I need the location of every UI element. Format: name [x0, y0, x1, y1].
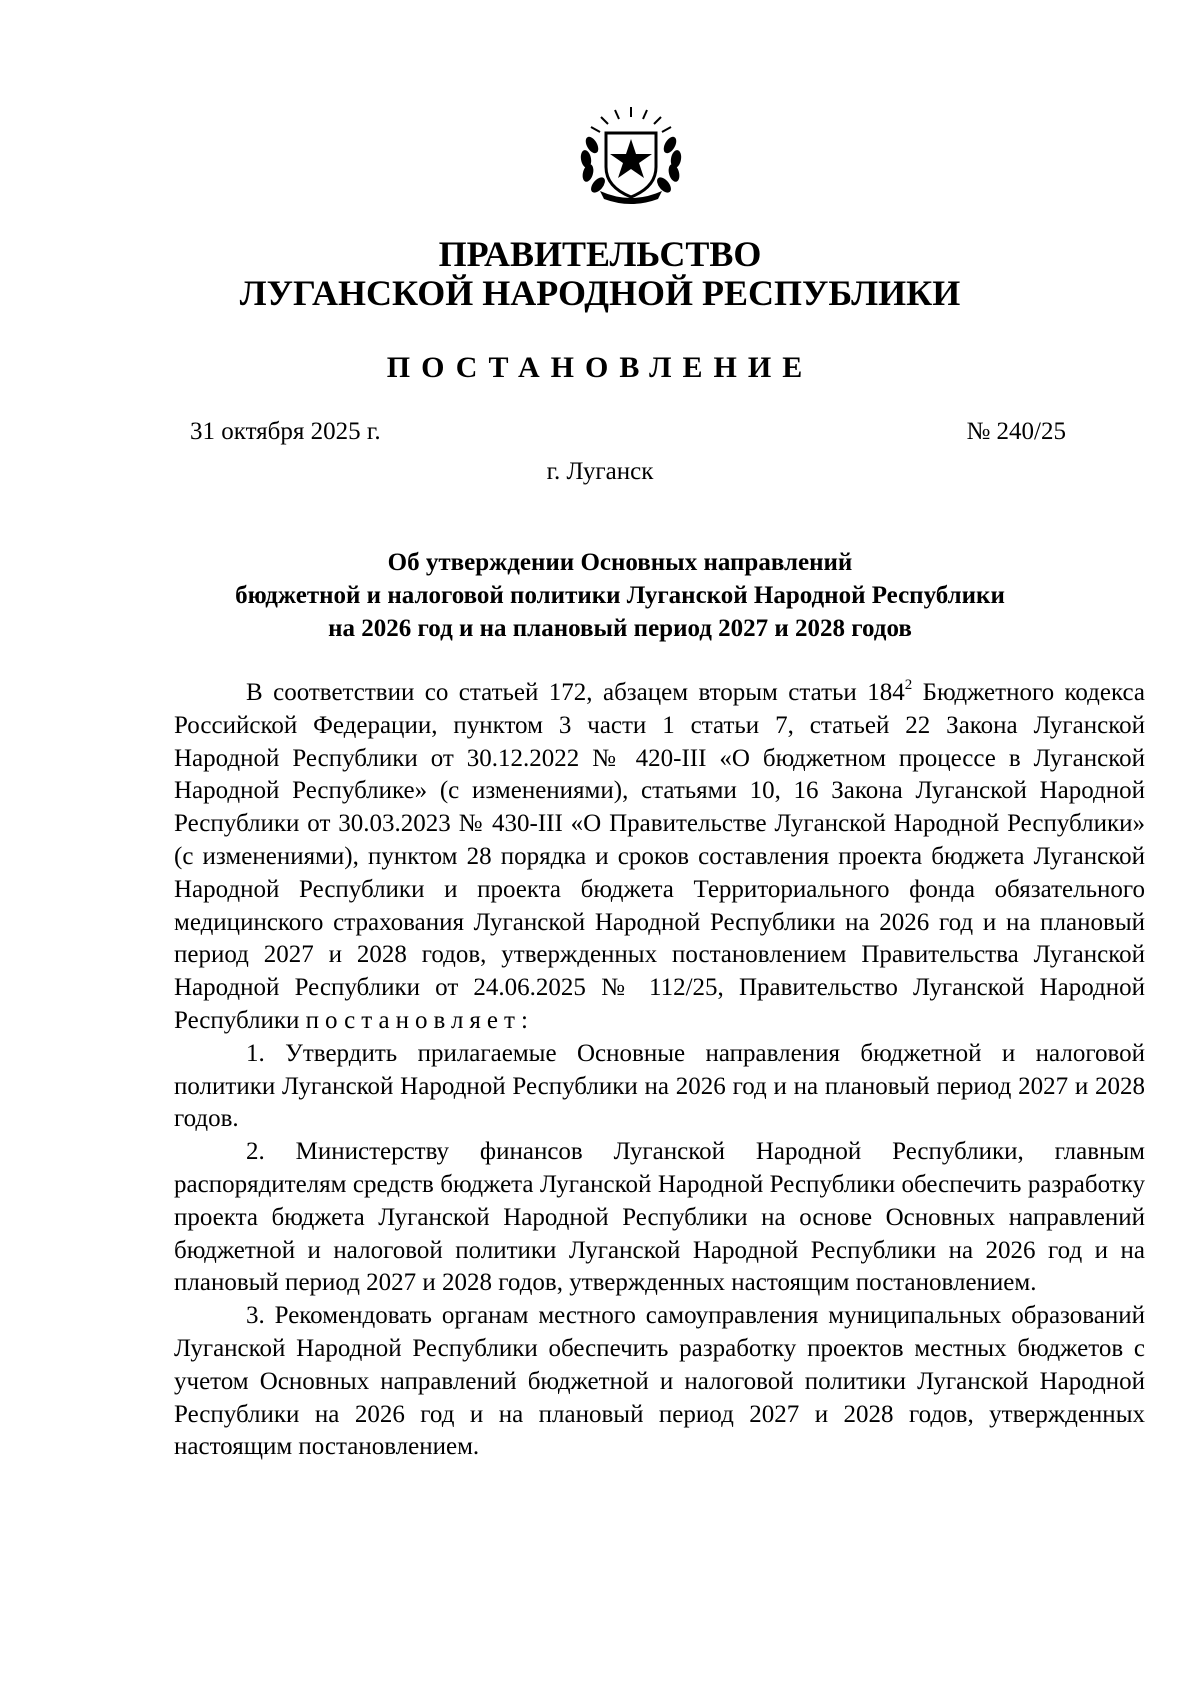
document-title: [170, 546, 1070, 645]
document-body: [174, 677, 1145, 1464]
organization-name-line2: ЛУГАНСКОЙ НАРОДНОЙ РЕСПУБЛИКИ: [239, 273, 961, 313]
preamble-paragraph: [174, 677, 1145, 1038]
article-superscript: 2: [904, 677, 913, 693]
organization-name-line1: ПРАВИТЕЛЬСТВО: [438, 234, 762, 274]
preamble-text-end: Бюджетного кодекса Российской Федерации, пунктом 3 части 1 статьи 7, статьей 22 Закона Луганской Народной Республики от 30.12.2022 № 420-III «О бюджетном процессе в Луганской Народной Республике» (с изменениями), статьями 10, 16 Закона Луганской Народной Республики от 30.03.2023 № 430-III «О Правительстве Луганской Народной Республики» (с изменениями), пунктом 28 порядка и сроков составления проекта бюджета Луганской Народной Республики и проекта бюджета Территориального фонда обязательного медицинского страхования Луганской Народной Республики на 2026 год и на плановый период 2027 и 2028 годов, утвержденных постановлением Правительства Луганской Народной Республики от 24.06.2025 № 112/25, Правительство Луганской Народной Республики: [174, 679, 1145, 1034]
lpr-coat-of-arms-icon: [570, 105, 692, 205]
document-date: 31 октября 2025 г.: [190, 418, 381, 445]
document-city: г. Луганск: [546, 458, 654, 485]
title-line3: на 2026 год и на плановый период 2027 и 2028 годов: [328, 615, 912, 642]
preamble-text-start: В соответствии со статьей 172, абзацем вторым статьи 184: [246, 679, 905, 706]
title-line2: бюджетной и налоговой политики Луганской Народной Республики: [235, 582, 1005, 609]
item-2-paragraph: 2. Министерству финансов Луганской Народной Республики, главным распорядителям средств бюджета Луганской Народной Республики обеспечить разработку проекта бюджета Луганской Народной Республики на основе Основных направлений бюджетной и налоговой политики Луганской Народной Республики на 2026 год и на плановый период 2027 и 2028 годов, утвержденных настоящим постановлением.: [174, 1138, 1145, 1297]
item-3-paragraph: 3. Рекомендовать органам местного самоуправления муниципальных образований Луганской Народной Республики обеспечить разработку проектов местных бюджетов с учетом Основных направлений бюджетной и налоговой политики Луганской Народной Республики на 2026 год и на плановый период 2027 и 2028 годов, утвержденных настоящим постановлением.: [174, 1302, 1145, 1461]
decree-colon: :: [520, 1006, 528, 1034]
item-1-paragraph: 1. Утвердить прилагаемые Основные направления бюджетной и налоговой политики Луганской Народной Республики на 2026 год и на плановый период 2027 и 2028 годов.: [174, 1039, 1145, 1133]
document-number: № 240/25: [966, 418, 1066, 445]
title-line1: Об утверждении Основных направлений: [387, 549, 853, 576]
decree-word: постановляет: [305, 1006, 521, 1034]
document-type: ПОСТАНОВЛЕНИЕ: [386, 351, 814, 384]
